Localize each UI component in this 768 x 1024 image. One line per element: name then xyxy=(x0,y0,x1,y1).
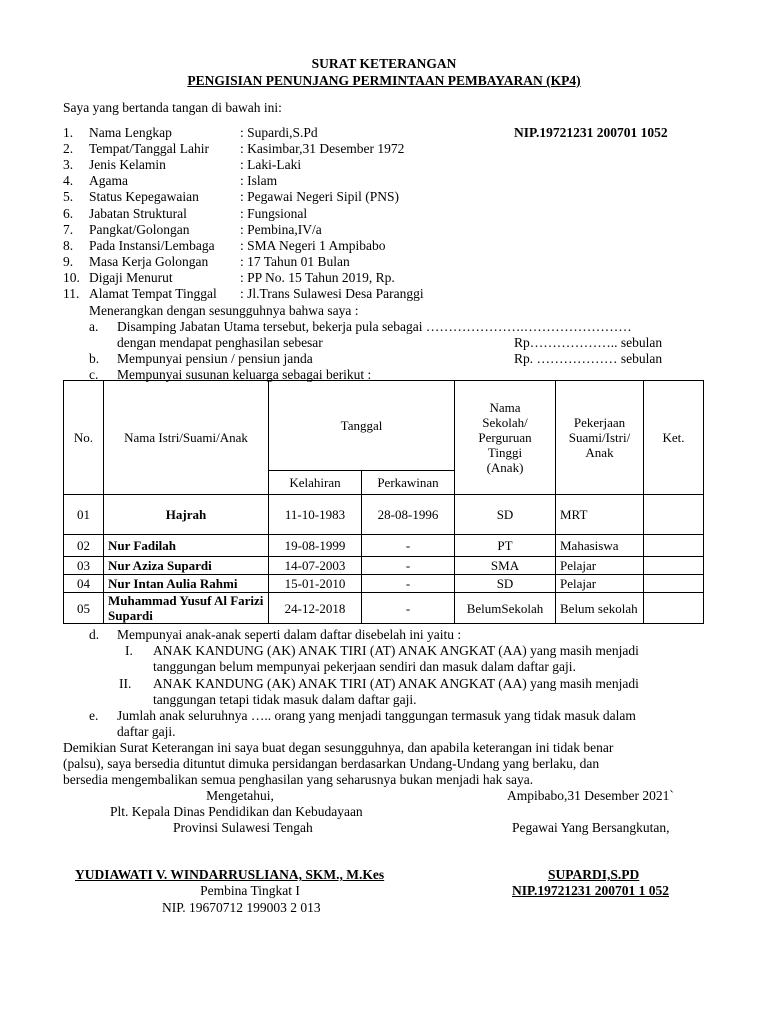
header-sekolah-l5: (Anak) xyxy=(486,460,524,475)
header-perkawinan: Perkawinan xyxy=(362,471,455,495)
field-number: 2. xyxy=(63,141,74,157)
cell-ket xyxy=(644,593,704,624)
field-number: 5. xyxy=(63,189,74,205)
header-pekerjaan-l1: Pekerjaan xyxy=(573,415,626,430)
cell-sekolah: SD xyxy=(455,575,556,593)
field-value: : Pembina,IV/a xyxy=(240,221,322,237)
cell-no: 04 xyxy=(64,575,104,593)
item-a-letter: a. xyxy=(89,319,99,334)
field-label: Jenis Kelamin xyxy=(89,157,166,173)
field-value: : Islam xyxy=(240,173,278,189)
cell-name: Nur Aziza Supardi xyxy=(104,557,269,575)
left-signer-name: YUDIAWATI V. WINDARRUSLIANA, SKM., M.Kes xyxy=(75,867,385,882)
header-name: Nama Istri/Suami/Anak xyxy=(104,381,269,495)
roman-1-line1: ANAK KANDUNG (AK) ANAK TIRI (AT) ANAK ANGKAT (AA) yang masih menjadi xyxy=(153,643,639,658)
item-e-line2: daftar gaji. xyxy=(117,724,176,739)
left-office-line2: Provinsi Sulawesi Tengah xyxy=(173,820,313,835)
header-sekolah-l1: Nama xyxy=(489,400,521,415)
cell-ket xyxy=(644,535,704,557)
field-label: Pangkat/Golongan xyxy=(89,221,190,237)
roman-1-line2: tanggungan belum mempunyai pekerjaan sendiri dan masuk dalam daftar gaji. xyxy=(153,659,576,674)
place-date: Ampibabo,31 Desember 2021` xyxy=(507,788,674,803)
field-number: 11. xyxy=(63,286,80,301)
table-header-row xyxy=(64,381,704,471)
header-sekolah xyxy=(455,381,556,495)
document-title: SURAT KETERANGAN xyxy=(311,56,457,71)
cell-name: Muhammad Yusuf Al Farizi Supardi xyxy=(104,593,269,624)
cell-ket xyxy=(644,557,704,575)
field-number: 4. xyxy=(63,173,74,189)
cell-kawin: - xyxy=(362,535,455,557)
closing-line-2: (palsu), saya bersedia dituntut dimuka persidangan berdasarkan Undang-Undang yang berlaku, dan xyxy=(63,756,600,771)
cell-name: Nur Fadilah xyxy=(104,535,269,557)
cell-no: 05 xyxy=(64,593,104,624)
cell-kerja: Pelajar xyxy=(556,557,644,575)
cell-no: 01 xyxy=(64,495,104,535)
header-kelahiran: Kelahiran xyxy=(269,471,362,495)
field-label: Tempat/Tanggal Lahir xyxy=(89,141,209,157)
field-number: 6. xyxy=(63,205,74,221)
field-number: 3. xyxy=(63,157,74,173)
field-number: 10. xyxy=(63,269,80,285)
left-office-line1: Plt. Kepala Dinas Pendidikan dan Kebudayaan xyxy=(110,804,363,819)
cell-lahir: 15-01-2010 xyxy=(269,575,362,593)
item-c-text: Mempunyai susunan keluarga sebagai berikut : xyxy=(117,367,372,382)
cell-name: Nur Intan Aulia Rahmi xyxy=(104,575,269,593)
cell-name: Hajrah xyxy=(104,495,269,535)
right-signer-name: SUPARDI,S.PD xyxy=(548,867,640,882)
item-e-line1: Jumlah anak seluruhnya ….. orang yang menjadi tanggungan termasuk yang tidak masuk dalam xyxy=(117,708,636,723)
table-row xyxy=(64,535,704,557)
cell-ket xyxy=(644,495,704,535)
field-label: Agama xyxy=(89,173,128,189)
field-value: : Kasimbar,31 Desember 1972 xyxy=(240,141,405,157)
cell-kerja: Mahasiswa xyxy=(556,535,644,557)
field-value: : 17 Tahun 01 Bulan xyxy=(240,253,350,269)
table-row xyxy=(64,495,704,535)
item-b-text: Mempunyai pensiun / pensiun janda xyxy=(117,351,313,366)
field-value: : Fungsional xyxy=(240,205,308,221)
field-label: Nama Lengkap xyxy=(89,125,172,140)
intro-text: Saya yang bertanda tangan di bawah ini: xyxy=(63,100,282,115)
item-a-line2: dengan mendapat penghasilan sebesar xyxy=(117,335,323,350)
item-e-letter: e. xyxy=(89,708,99,723)
cell-kawin: - xyxy=(362,575,455,593)
item-c-letter: c. xyxy=(89,367,99,382)
field-value: : PP No. 15 Tahun 2019, Rp. xyxy=(240,269,395,285)
item-b-letter: b. xyxy=(89,351,100,366)
field-value: : SMA Negeri 1 Ampibabo xyxy=(240,237,386,253)
cell-kerja: Pelajar xyxy=(556,575,644,593)
field-label: Jabatan Struktural xyxy=(89,205,187,221)
closing-line-3: bersedia mengembalikan semua penghasilan yang seharusnya bukan menjadi hak saya. xyxy=(63,772,534,787)
family-table xyxy=(63,380,704,624)
cell-sekolah: SMA xyxy=(455,557,556,575)
nip-header: NIP.19721231 200701 1052 xyxy=(514,125,668,140)
statement-intro: Menerangkan dengan sesungguhnya bahwa saya : xyxy=(89,303,359,318)
cell-sekolah: PT xyxy=(455,535,556,557)
cell-no: 02 xyxy=(64,535,104,557)
right-role: Pegawai Yang Bersangkutan, xyxy=(512,820,670,835)
roman-2: II. xyxy=(119,676,132,691)
roman-2-line1: ANAK KANDUNG (AK) ANAK TIRI (AT) ANAK ANGKAT (AA) yang masih menjadi xyxy=(153,676,639,691)
cell-ket xyxy=(644,575,704,593)
cell-kawin: - xyxy=(362,593,455,624)
header-pekerjaan xyxy=(556,381,644,495)
item-b-amount: Rp. ……………… sebulan xyxy=(514,351,663,366)
cell-kerja: Belum sekolah xyxy=(556,593,644,624)
mengetahui-label: Mengetahui, xyxy=(206,788,274,803)
cell-lahir: 19-08-1999 xyxy=(269,535,362,557)
roman-1: I. xyxy=(125,643,133,658)
cell-lahir: 14-07-2003 xyxy=(269,557,362,575)
cell-kerja: MRT xyxy=(556,495,644,535)
cell-kawin: - xyxy=(362,557,455,575)
roman-2-line2: tanggungan tetapi tidak masuk dalam daftar gaji. xyxy=(153,692,417,707)
cell-lahir: 24-12-2018 xyxy=(269,593,362,624)
header-pekerjaan-l3: Anak xyxy=(585,445,614,460)
header-pekerjaan-l2: Suami/Istri/ xyxy=(568,430,631,445)
field-number: 8. xyxy=(63,237,74,253)
field-value: : Laki-Laki xyxy=(240,157,302,173)
closing-line-1: Demikian Surat Keterangan ini saya buat degan sesungguhnya, dan apabila keterangan ini tidak benar xyxy=(63,740,614,755)
item-d-text: Mempunyai anak-anak seperti dalam daftar disebelah ini yaitu : xyxy=(117,627,462,642)
field-label: Masa Kerja Golongan xyxy=(89,253,209,269)
header-sekolah-l4: Tinggi xyxy=(487,445,523,460)
field-label: Status Kepegawaian xyxy=(89,189,199,205)
item-a-amount: Rp……………….. sebulan xyxy=(514,335,663,350)
table-row xyxy=(64,557,704,575)
header-ket: Ket. xyxy=(644,381,704,495)
field-value: : Pegawai Negeri Sipil (PNS) xyxy=(240,189,399,205)
field-value: : Supardi,S.Pd xyxy=(240,125,318,140)
item-d-letter: d. xyxy=(89,627,100,642)
item-a-line1: Disamping Jabatan Utama tersebut, bekerja pula sebagai ………………….…………………… xyxy=(117,319,632,334)
cell-sekolah: SD xyxy=(455,495,556,535)
cell-sekolah: BelumSekolah xyxy=(455,593,556,624)
cell-lahir: 11-10-1983 xyxy=(269,495,362,535)
document-subtitle: PENGISIAN PENUNJANG PERMINTAAN PEMBAYARAN (KP4) xyxy=(187,73,581,88)
field-label: Digaji Menurut xyxy=(89,269,173,285)
header-sekolah-l2: Sekolah/ xyxy=(482,415,528,430)
header-sekolah-l3: Perguruan xyxy=(478,430,532,445)
header-no: No. xyxy=(64,381,104,495)
field-number: 7. xyxy=(63,221,74,237)
field-label: Pada Instansi/Lembaga xyxy=(89,237,215,253)
cell-no: 03 xyxy=(64,557,104,575)
header-tanggal: Tanggal xyxy=(269,381,455,471)
field-number: 9. xyxy=(63,253,74,269)
left-signer-rank: Pembina Tingkat I xyxy=(200,883,300,898)
field-number: 1. xyxy=(63,125,74,140)
right-signer-nip: NIP.19721231 200701 1 052 xyxy=(512,883,670,898)
field-label: Alamat Tempat Tinggal xyxy=(89,286,217,301)
table-row xyxy=(64,593,704,624)
left-signer-nip: NIP. 19670712 199003 2 013 xyxy=(162,900,321,915)
field-value: : Jl.Trans Sulawesi Desa Paranggi xyxy=(240,286,424,301)
cell-kawin: 28-08-1996 xyxy=(362,495,455,535)
table-row xyxy=(64,575,704,593)
